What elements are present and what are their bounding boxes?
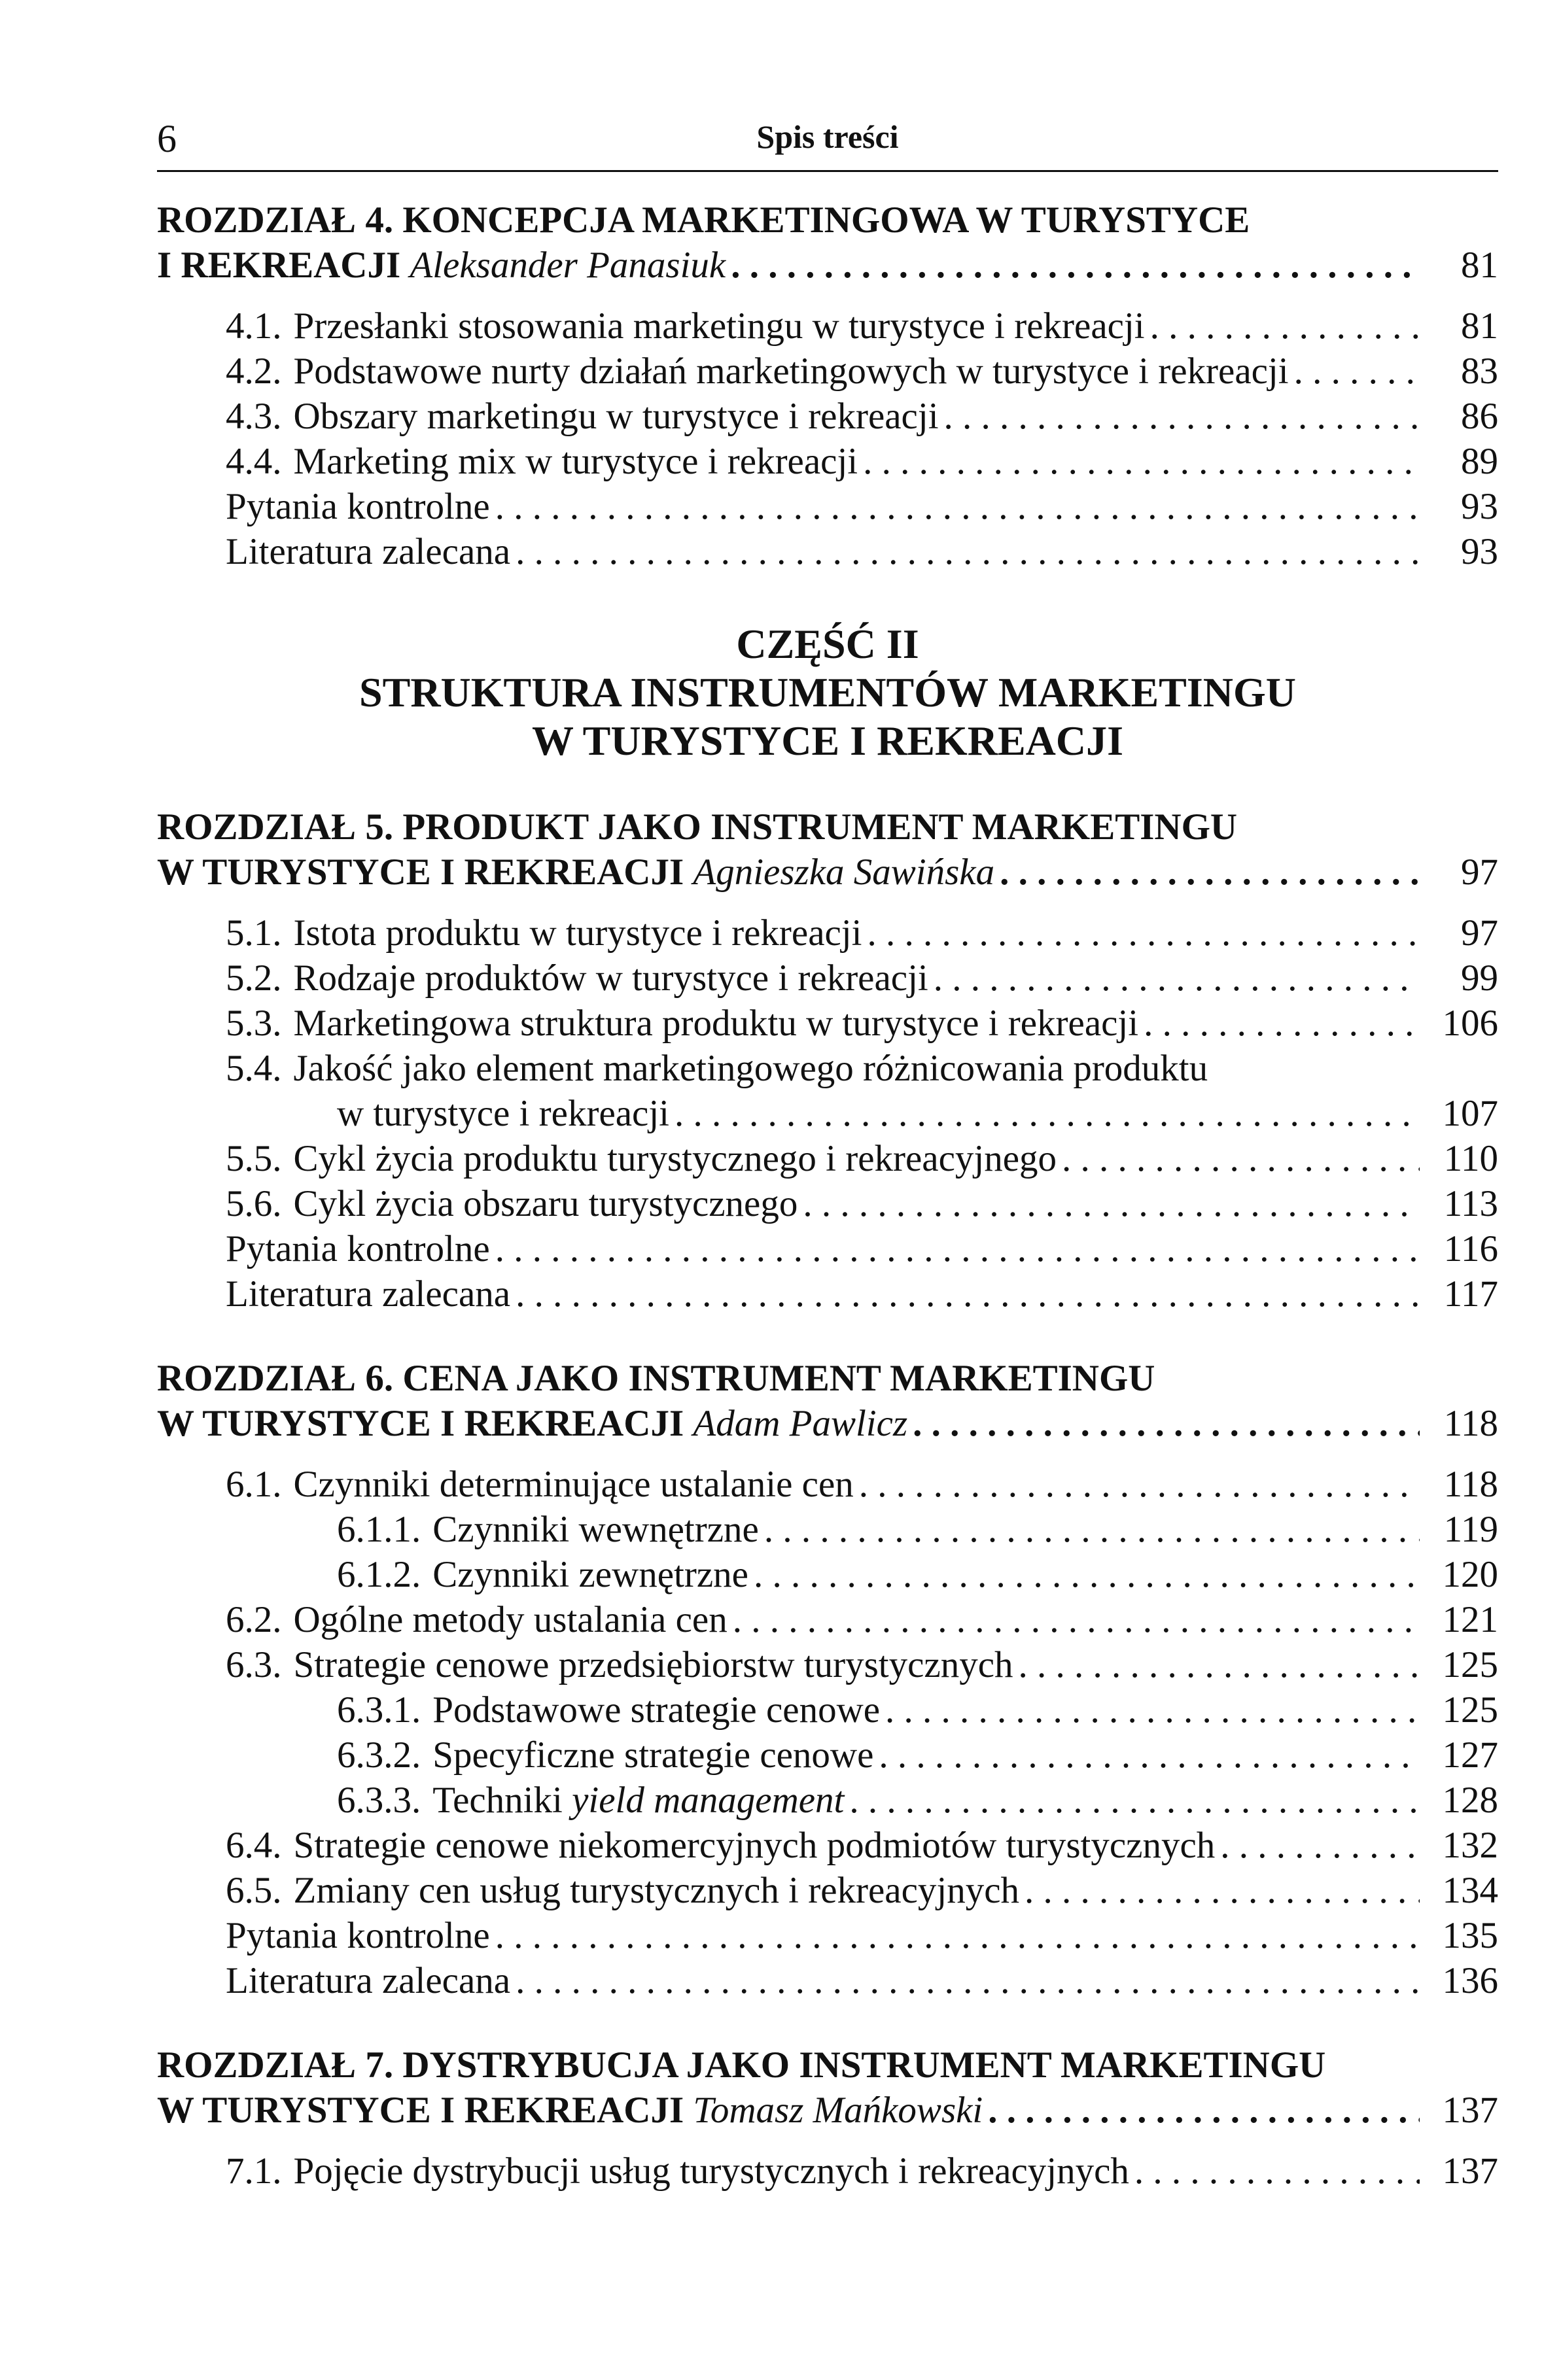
dot-leader — [764, 1507, 1420, 1552]
dot-leader — [675, 1091, 1420, 1136]
section-page: 86 — [1461, 396, 1498, 437]
section-page: 125 — [1442, 1689, 1498, 1731]
section-page: 99 — [1461, 957, 1498, 999]
section-page: 128 — [1442, 1780, 1498, 1821]
section-title: Przesłanki stosowania marketingu w turystyce i rekreacji — [293, 305, 1145, 347]
dot-leader — [495, 1913, 1420, 1958]
section-title: Istota produktu w turystyce i rekreacji — [293, 912, 862, 954]
section-title: Cykl życia produktu turystycznego i rekreacyjnego — [293, 1138, 1057, 1179]
section-page: 113 — [1443, 1183, 1498, 1224]
section-page: 136 — [1442, 1960, 1498, 2001]
section-number: 4.4. — [226, 441, 282, 482]
toc-entry-6-literature[interactable] — [157, 1958, 1498, 2003]
chapter-5-heading — [157, 804, 1498, 850]
toc-entry-4-2[interactable] — [157, 349, 1498, 394]
chapter-5-author: Agnieszka Sawińska — [693, 852, 995, 893]
toc-entry-4-1[interactable] — [157, 303, 1498, 349]
chapter-4-title-row[interactable] — [157, 243, 1498, 288]
section-page: 89 — [1461, 441, 1498, 482]
section-title: Literatura zalecana — [226, 1273, 511, 1315]
section-title: Specyficzne strategie cenowe — [432, 1734, 874, 1776]
section-title: Pytania kontrolne — [226, 1915, 490, 1956]
toc-entry-5-questions[interactable] — [157, 1226, 1498, 1271]
section-number: 6.1.2. — [337, 1554, 421, 1595]
chapter-4-title-line2: I REKREACJI — [157, 245, 401, 286]
dot-leader — [1000, 850, 1420, 895]
dot-leader — [944, 394, 1420, 439]
section-title: Strategie cenowe niekomercyjnych podmiotów turystycznych — [293, 1825, 1216, 1866]
section-page: 110 — [1443, 1138, 1498, 1179]
section-title: Pytania kontrolne — [226, 1228, 490, 1269]
section-number: 6.1. — [226, 1464, 282, 1505]
section-title: Strategie cenowe przedsiębiorstw turystycznych — [293, 1644, 1013, 1685]
section-number: 5.5. — [226, 1138, 282, 1179]
section-title: Pytania kontrolne — [226, 486, 490, 527]
section-title: Jakość jako element marketingowego różnicowania produktu — [293, 1048, 1208, 1089]
section-number: 6.3.1. — [337, 1689, 421, 1731]
section-title-italic: yield management — [572, 1780, 845, 1821]
toc-entry-6-3[interactable] — [157, 1642, 1498, 1687]
section-number: 5.4. — [226, 1048, 282, 1089]
dot-leader — [934, 956, 1420, 1001]
section-title: Techniki — [432, 1780, 563, 1821]
section-page: 97 — [1461, 912, 1498, 954]
chapter-7-page: 137 — [1442, 2090, 1498, 2131]
part-2-label: CZĘŚĆ II — [736, 621, 919, 667]
section-title: Rodzaje produktów w turystyce i rekreacji — [293, 957, 928, 999]
chapter-6-title-line2: W TURYSTYCE I REKREACJI — [157, 1403, 684, 1444]
section-title: Podstawowe strategie cenowe — [432, 1689, 881, 1731]
dot-leader — [731, 243, 1420, 288]
dot-leader — [1294, 349, 1420, 394]
table-of-contents — [157, 198, 1498, 2194]
section-title: Obszary marketingu w turystyce i rekreacji — [293, 396, 939, 437]
section-page: 127 — [1442, 1734, 1498, 1776]
toc-entry-6-3-2[interactable] — [157, 1733, 1498, 1778]
dot-leader — [1144, 1001, 1420, 1046]
toc-entry-5-3[interactable] — [157, 1001, 1498, 1046]
section-page: 119 — [1443, 1509, 1498, 1550]
section-title: Zmiany cen usług turystycznych i rekreacyjnych — [293, 1870, 1020, 1911]
part-2-heading — [157, 620, 1498, 765]
page-header — [157, 111, 1498, 172]
section-title: Czynniki zewnętrzne — [432, 1554, 748, 1595]
section-number: 4.1. — [226, 305, 282, 347]
section-page: 117 — [1443, 1273, 1498, 1315]
part-2-title-line1: STRUKTURA INSTRUMENTÓW MARKETINGU — [359, 669, 1296, 716]
toc-entry-6-5[interactable] — [157, 1868, 1498, 1913]
section-title: Podstawowe nurty działań marketingowych w turystyce i rekreacji — [293, 351, 1289, 392]
section-page: 120 — [1442, 1554, 1498, 1595]
section-page: 106 — [1442, 1003, 1498, 1044]
section-page: 93 — [1461, 531, 1498, 572]
chapter-4-heading — [157, 198, 1498, 243]
section-number: 7.1. — [226, 2150, 282, 2192]
dot-leader — [859, 1462, 1420, 1507]
dot-leader — [803, 1181, 1420, 1226]
section-page: 93 — [1461, 486, 1498, 527]
page-number: 6 — [157, 117, 177, 160]
chapter-6-title-row[interactable] — [157, 1401, 1498, 1446]
dot-leader — [1019, 1642, 1420, 1687]
toc-entry-6-2[interactable] — [157, 1597, 1498, 1642]
chapter-7-title-line2: W TURYSTYCE I REKREACJI — [157, 2090, 684, 2131]
dot-leader — [495, 484, 1420, 529]
section-title: Literatura zalecana — [226, 1960, 511, 2001]
toc-entry-6-1-1[interactable] — [157, 1507, 1498, 1552]
dot-leader — [1134, 2148, 1420, 2194]
toc-entry-6-3-1[interactable] — [157, 1687, 1498, 1733]
chapter-4-title-line1: ROZDZIAŁ 4. KONCEPCJA MARKETINGOWA W TURYSTYCE — [157, 199, 1250, 241]
toc-entry-5-5[interactable] — [157, 1136, 1498, 1181]
section-page: 121 — [1442, 1599, 1498, 1640]
toc-entry-6-questions[interactable] — [157, 1913, 1498, 1958]
dot-leader — [733, 1597, 1420, 1642]
section-number: 6.3. — [226, 1644, 282, 1685]
section-number: 6.4. — [226, 1825, 282, 1866]
dot-leader — [516, 1271, 1420, 1317]
dot-leader — [879, 1733, 1420, 1778]
section-page: 118 — [1443, 1464, 1498, 1505]
toc-entry-6-1[interactable] — [157, 1462, 1498, 1507]
dot-leader — [516, 1958, 1420, 2003]
section-number: 6.1.1. — [337, 1509, 421, 1550]
chapter-5-page: 97 — [1461, 852, 1498, 893]
section-number: 4.2. — [226, 351, 282, 392]
section-page: 125 — [1442, 1644, 1498, 1685]
chapter-5-title-row[interactable] — [157, 850, 1498, 895]
section-page: 134 — [1442, 1870, 1498, 1911]
part-2-title-line2: W TURYSTYCE I REKREACJI — [531, 717, 1124, 764]
dot-leader — [1062, 1136, 1420, 1181]
toc-entry-5-1[interactable] — [157, 910, 1498, 956]
toc-entry-5-2[interactable] — [157, 956, 1498, 1001]
dot-leader — [754, 1552, 1420, 1597]
section-number: 6.3.2. — [337, 1734, 421, 1776]
toc-entry-5-4-cont[interactable] — [157, 1091, 1498, 1136]
section-number: 4.3. — [226, 396, 282, 437]
section-number: 5.2. — [226, 957, 282, 999]
section-page: 107 — [1442, 1093, 1498, 1134]
section-page: 116 — [1443, 1228, 1498, 1269]
toc-entry-5-4[interactable] — [157, 1046, 1498, 1091]
dot-leader — [849, 1778, 1420, 1823]
section-title: Cykl życia obszaru turystycznego — [293, 1183, 798, 1224]
section-title: Czynniki determinujące ustalanie cen — [293, 1464, 854, 1505]
section-title: Pojęcie dystrybucji usług turystycznych i rekreacyjnych — [293, 2150, 1129, 2192]
toc-entry-6-3-3[interactable] — [157, 1778, 1498, 1823]
chapter-7-title-row[interactable] — [157, 2088, 1498, 2133]
section-page: 137 — [1442, 2150, 1498, 2192]
toc-entry-6-4[interactable] — [157, 1823, 1498, 1868]
section-number: 6.5. — [226, 1870, 282, 1911]
toc-entry-4-3[interactable] — [157, 394, 1498, 439]
section-page: 132 — [1442, 1825, 1498, 1866]
section-title-continued: w turystyce i rekreacji — [337, 1093, 670, 1134]
chapter-5-title-line1: ROZDZIAŁ 5. PRODUKT JAKO INSTRUMENT MARKETINGU — [157, 806, 1238, 848]
running-title: Spis treści — [756, 118, 899, 155]
chapter-7-title-line1: ROZDZIAŁ 7. DYSTRYBUCJA JAKO INSTRUMENT MARKETINGU — [157, 2044, 1326, 2086]
dot-leader — [913, 1401, 1420, 1446]
chapter-6-title-line1: ROZDZIAŁ 6. CENA JAKO INSTRUMENT MARKETINGU — [157, 1358, 1155, 1399]
section-page: 81 — [1461, 305, 1498, 347]
section-page: 83 — [1461, 351, 1498, 392]
chapter-7-heading — [157, 2043, 1498, 2088]
chapter-5-title-line2: W TURYSTYCE I REKREACJI — [157, 852, 684, 893]
section-title: Czynniki wewnętrzne — [432, 1509, 759, 1550]
dot-leader — [1220, 1823, 1420, 1868]
section-title: Ogólne metody ustalania cen — [293, 1599, 728, 1640]
toc-entry-7-1[interactable] — [157, 2148, 1498, 2194]
dot-leader — [1150, 303, 1420, 349]
dot-leader — [867, 910, 1420, 956]
chapter-4-page: 81 — [1461, 245, 1498, 286]
section-number: 6.3.3. — [337, 1780, 421, 1821]
toc-entry-5-6[interactable] — [157, 1181, 1498, 1226]
section-number: 5.1. — [226, 912, 282, 954]
chapter-7-author: Tomasz Mańkowski — [693, 2090, 983, 2131]
toc-entry-4-literature[interactable] — [157, 529, 1498, 574]
section-number: 5.3. — [226, 1003, 282, 1044]
dot-leader — [516, 529, 1420, 574]
section-title: Marketingowa struktura produktu w turystyce i rekreacji — [293, 1003, 1139, 1044]
dot-leader — [863, 439, 1420, 484]
dot-leader — [988, 2088, 1420, 2133]
section-number: 5.6. — [226, 1183, 282, 1224]
toc-entry-5-literature[interactable] — [157, 1271, 1498, 1317]
toc-entry-6-1-2[interactable] — [157, 1552, 1498, 1597]
chapter-6-page: 118 — [1443, 1403, 1498, 1444]
dot-leader — [495, 1226, 1420, 1271]
chapter-4-author: Aleksander Panasiuk — [410, 245, 726, 286]
toc-entry-4-questions[interactable] — [157, 484, 1498, 529]
toc-entry-4-4[interactable] — [157, 439, 1498, 484]
chapter-6-author: Adam Pawlicz — [693, 1403, 908, 1444]
section-number: 6.2. — [226, 1599, 282, 1640]
section-page: 135 — [1442, 1915, 1498, 1956]
section-title: Literatura zalecana — [226, 531, 511, 572]
dot-leader — [885, 1687, 1420, 1733]
section-title: Marketing mix w turystyce i rekreacji — [293, 441, 858, 482]
dot-leader — [1025, 1868, 1420, 1913]
chapter-6-heading — [157, 1356, 1498, 1401]
